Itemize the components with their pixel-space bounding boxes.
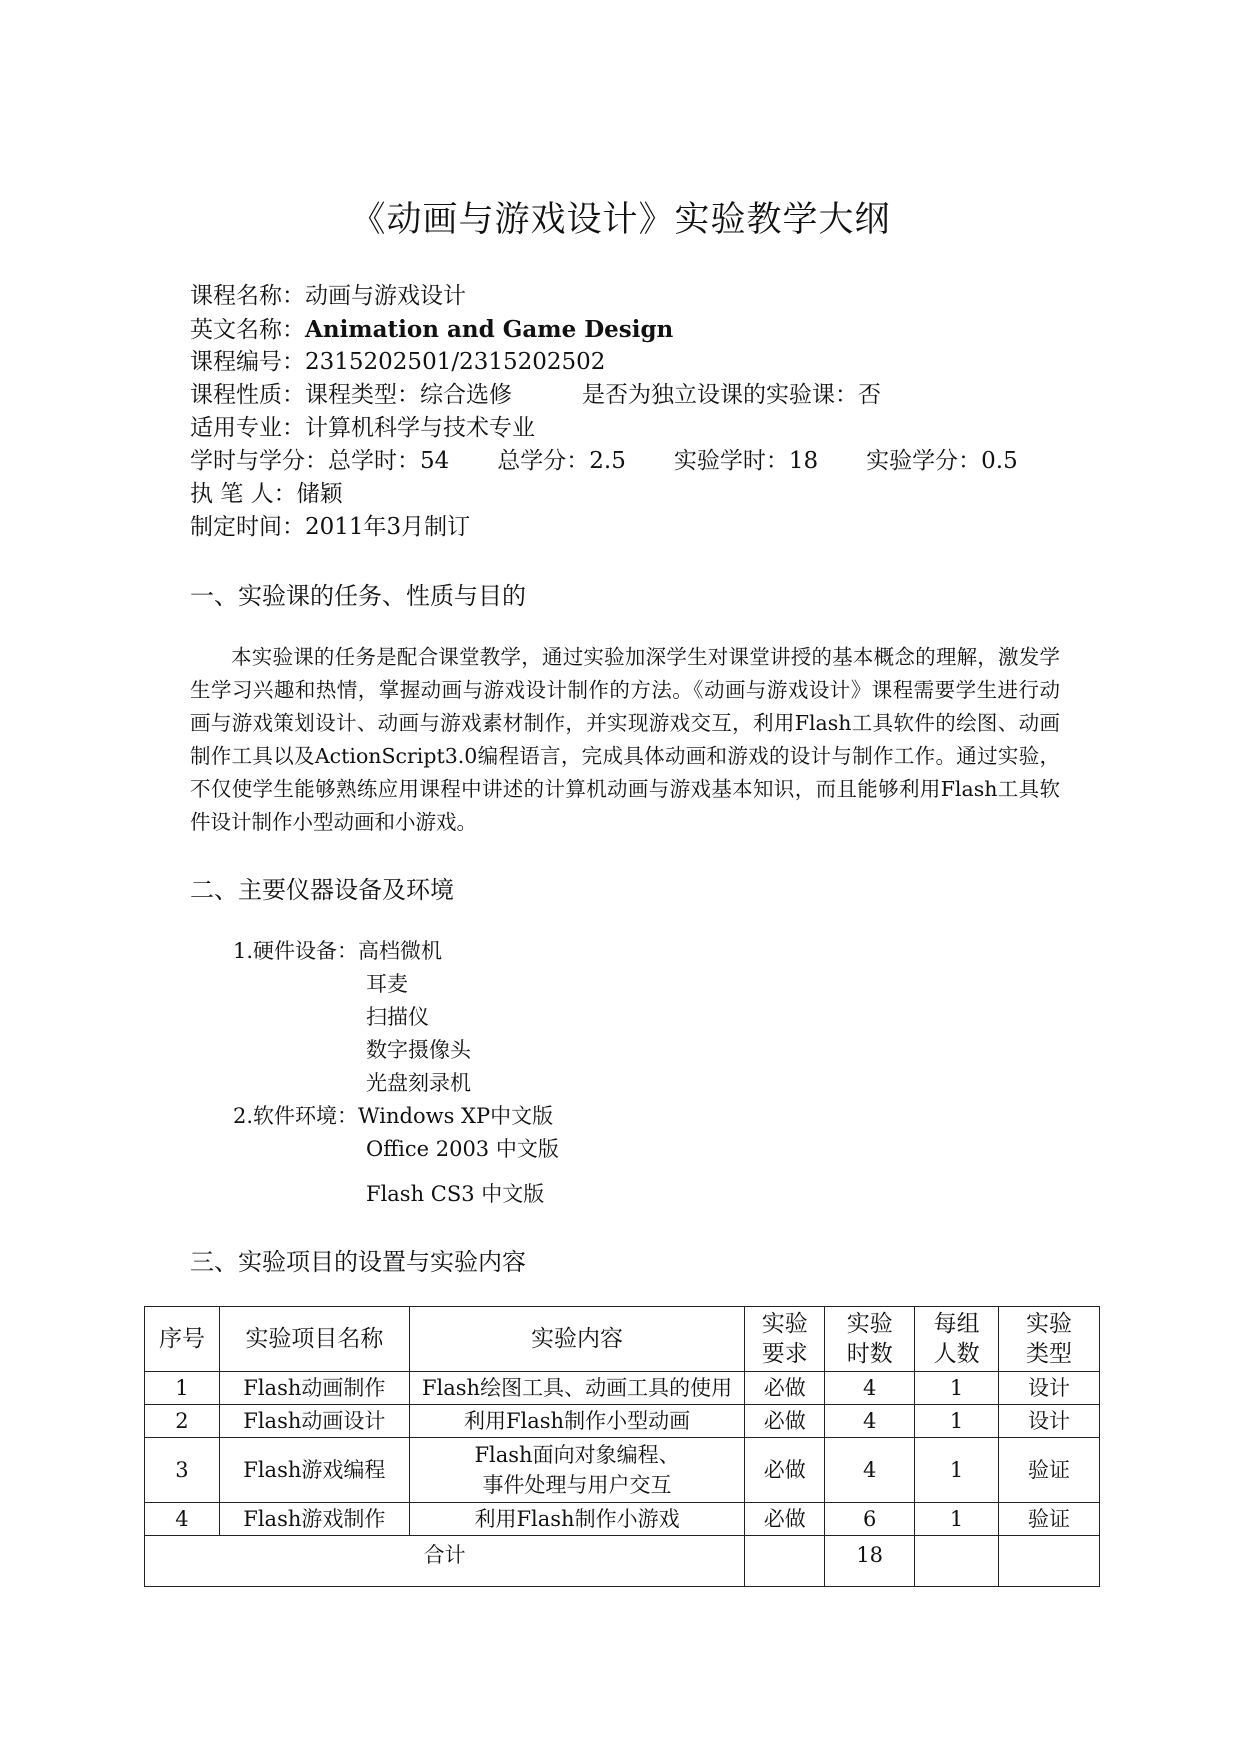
cell-project-name: Flash动画设计 xyxy=(219,1405,409,1438)
software-item: Windows XP中文版 xyxy=(358,1104,554,1128)
english-name-label: 英文名称： xyxy=(190,317,305,343)
cell-requirement: 必做 xyxy=(745,1372,825,1405)
cell-content: Flash面向对象编程、 事件处理与用户交互 xyxy=(409,1438,745,1503)
total-hours: 18 xyxy=(825,1536,915,1587)
header-hours: 实验 时数 xyxy=(825,1307,915,1372)
course-code-value: 2315202501/2315202502 xyxy=(305,349,606,375)
course-nature-row xyxy=(190,379,1018,412)
cell-index: 3 xyxy=(145,1438,220,1503)
cell-hours: 4 xyxy=(825,1372,915,1405)
header-index: 序号 xyxy=(145,1307,220,1372)
cell-index: 4 xyxy=(145,1503,220,1536)
cell-requirement: 必做 xyxy=(745,1438,825,1503)
section3-heading: 三、实验项目的设置与实验内容 xyxy=(190,1248,526,1276)
cell-requirement: 必做 xyxy=(745,1503,825,1536)
cell-index: 1 xyxy=(145,1372,220,1405)
independent-lab-value: 是否为独立设课的实验课：否 xyxy=(582,382,881,408)
cell-hours: 4 xyxy=(825,1405,915,1438)
header-content: 实验内容 xyxy=(409,1307,745,1372)
date-value: 2011年3月制订 xyxy=(305,514,471,540)
cell-index: 2 xyxy=(145,1405,220,1438)
author-value: 储颖 xyxy=(296,481,343,507)
table-header-row xyxy=(145,1307,1100,1372)
hardware-label: 1.硬件设备： xyxy=(233,939,359,963)
cell-type: 设计 xyxy=(999,1405,1100,1438)
hardware-item: 耳麦 xyxy=(366,972,408,996)
course-code-row xyxy=(190,346,1018,379)
course-code-label: 课程编号： xyxy=(190,349,305,375)
header-project-name: 实验项目名称 xyxy=(219,1307,409,1372)
cell-content: 利用Flash制作小游戏 xyxy=(409,1503,745,1536)
header-requirement: 实验 要求 xyxy=(745,1307,825,1372)
lab-hours-value: 实验学时：18 xyxy=(673,448,819,474)
cell-group-size: 1 xyxy=(915,1438,999,1503)
course-info xyxy=(190,280,1018,544)
english-name-value: Animation and Game Design xyxy=(305,316,674,343)
major-row xyxy=(190,412,1018,445)
table-row xyxy=(145,1405,1100,1438)
cell-hours: 4 xyxy=(825,1438,915,1503)
hours-credits-row xyxy=(190,445,1018,478)
cell-type: 设计 xyxy=(999,1372,1100,1405)
course-name-value: 动画与游戏设计 xyxy=(305,283,466,309)
cell-content: 利用Flash制作小型动画 xyxy=(409,1405,745,1438)
lab-credits-value: 实验学分：0.5 xyxy=(866,448,1018,474)
header-type: 实验 类型 xyxy=(999,1307,1100,1372)
cell-project-name: Flash游戏制作 xyxy=(219,1503,409,1536)
total-label: 合计 xyxy=(145,1536,745,1587)
cell-group-size: 1 xyxy=(915,1372,999,1405)
cell-group-size: 1 xyxy=(915,1503,999,1536)
cell-project-name: Flash动画制作 xyxy=(219,1372,409,1405)
course-type-value: 课程类型：综合选修 xyxy=(305,382,512,408)
hardware-row xyxy=(233,935,559,968)
cell-requirement: 必做 xyxy=(745,1405,825,1438)
experiment-table xyxy=(144,1306,1100,1587)
table-row xyxy=(145,1372,1100,1405)
cell-project-name: Flash游戏编程 xyxy=(219,1438,409,1503)
hardware-item: 光盘刻录机 xyxy=(366,1071,471,1095)
total-hours-value: 总学时：54 xyxy=(328,448,450,474)
total-credits-value: 总学分：2.5 xyxy=(497,448,626,474)
software-label: 2.软件环境： xyxy=(233,1104,359,1128)
total-empty-cell xyxy=(745,1536,825,1587)
course-nature-label: 课程性质： xyxy=(190,382,305,408)
course-name-row xyxy=(190,280,1018,313)
section1-paragraph: 本实验课的任务是配合课堂教学，通过实验加深学生对课堂讲授的基本概念的理解，激发学生学习兴趣和热情，掌握动画与游戏设计制作的方法。《动画与游戏设计》课程需要学生进行动画与游戏策划设计、动画与游戏素材制作，并实现游戏交互，利用Flash工具软件的绘图、动画制作工具以及ActionScript3.0编程语言，完成具体动画和游戏的设计与制作工作。通过实验，不仅使学生能够熟练应用课程中讲述的计算机动画与游戏基本知识，而且能够利用Flash工具软件设计制作小型动画和小游戏。 xyxy=(190,645,1060,834)
date-label: 制定时间： xyxy=(190,514,305,540)
english-name-row xyxy=(190,313,1018,346)
table-total-row xyxy=(145,1536,1100,1587)
section2-heading: 二、主要仪器设备及环境 xyxy=(190,876,454,904)
total-empty-cell xyxy=(915,1536,999,1587)
major-label: 适用专业： xyxy=(190,415,305,441)
equipment-list xyxy=(233,935,559,1211)
software-item: Flash CS3 中文版 xyxy=(366,1182,545,1206)
major-value: 计算机科学与技术专业 xyxy=(305,415,535,441)
header-group-size: 每组 人数 xyxy=(915,1307,999,1372)
document-title: 《动画与游戏设计》实验教学大纲 xyxy=(350,200,891,240)
course-name-label: 课程名称： xyxy=(190,283,305,309)
table-row xyxy=(145,1503,1100,1536)
hours-credits-label: 学时与学分： xyxy=(190,448,328,474)
table-row xyxy=(145,1438,1100,1503)
software-row xyxy=(233,1100,559,1133)
hardware-item: 数字摄像头 xyxy=(366,1038,471,1062)
hardware-item: 扫描仪 xyxy=(366,1005,429,1029)
total-empty-cell xyxy=(999,1536,1100,1587)
cell-hours: 6 xyxy=(825,1503,915,1536)
date-row xyxy=(190,511,1018,544)
cell-group-size: 1 xyxy=(915,1405,999,1438)
cell-content: Flash绘图工具、动画工具的使用 xyxy=(409,1372,745,1405)
author-label: 执 笔 人： xyxy=(190,481,297,507)
hardware-item: 高档微机 xyxy=(358,939,443,963)
author-row xyxy=(190,478,1018,511)
section1-heading: 一、实验课的任务、性质与目的 xyxy=(190,582,526,610)
cell-type: 验证 xyxy=(999,1503,1100,1536)
software-item: Office 2003 中文版 xyxy=(366,1137,559,1161)
cell-type: 验证 xyxy=(999,1438,1100,1503)
